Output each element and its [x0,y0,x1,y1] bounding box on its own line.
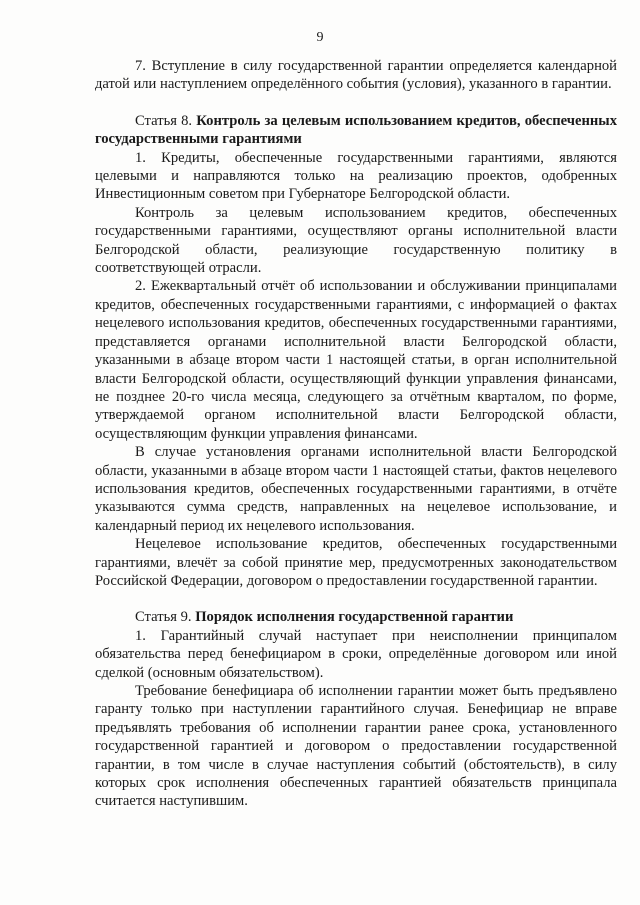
article-8-paragraph: 1. Кредиты, обеспеченные государственными гарантиями, являются целевыми и направляются только на реализацию проектов, одобренных Инвестиционным советом при Губернаторе Белгородской области. [95,149,617,203]
article-8-label: Статья 8. [135,112,193,129]
article-9-label: Статья 9. [135,609,192,626]
article-9-title: Порядок исполнения государственной гарантии [195,609,514,626]
article-9-paragraph: 1. Гарантийный случай наступает при неисполнении принципалом обязательства перед бенефициаром в сроки, определённые договором или иной сделкой (основным обязательством). [95,627,617,681]
article-8-heading [95,112,617,149]
document-body [95,57,617,811]
article-9-paragraph: Требование бенефициара об исполнении гарантии может быть предъявлено гаранту только при наступлении гарантийного случая. Бенефициар не вправе предъявлять требования об исполнении гарантии ранее срока, установленного государственной гарантией и договором о предоставлении государственной гарантии, в том числе в случае наступления событий (обстоятельств), в силу которых срок исполнения обеспеченных гарантией обязательств принципала считается наступившим. [95,683,617,810]
article-9-heading [95,608,617,626]
article-8-title: Контроль за целевым использованием кредитов, обеспеченных государственными гарантиями [95,112,617,148]
article-8-paragraph: Нецелевое использование кредитов, обеспеченных государственными гарантиями, влечёт за собой принятие мер, предусмотренных законодательством Российской Федерации, договором о предоставлении государственной гарантии. [95,536,617,589]
page-number: 9 [316,30,324,45]
article-8-paragraph: В случае установления органами исполнительной власти Белгородской области, указанными в абзаце втором части 1 настоящей статьи, фактов нецелевого использования кредитов, обеспеченных государственными гарантиями, в отчёте указываются сумма средств, направленных на нецелевое использование, и календарный период их нецелевого использования. [95,444,617,534]
article-8-paragraph: 2. Ежеквартальный отчёт об использовании и обслуживании принципалами кредитов, обеспеченных государственными гарантиями, с информацией о фактах нецелевого использования кредитов, обеспеченных государственными гарантиями, представляется органами исполнительной власти Белгородской области, указанными в абзаце втором части 1 настоящей статьи, в орган исполнительной власти Белгородской области, осуществляющий функции управления финансами, не позднее 20-го числа месяца, следующего за отчётным кварталом, по форме, утверждаемой органом исполнительной власти Белгородской области, осуществляющим функции управления финансами. [95,278,617,442]
paragraph-clause-7: 7. Вступление в силу государственной гарантии определяется календарной датой или наступлением определённого события (условия), указанного в гарантии. [95,58,617,93]
article-8-paragraph: Контроль за целевым использованием кредитов, обеспеченных государственными гарантиями, осуществляют органы исполнительной власти Белгородской области, реализующие государственную политику в соответствующей отрасли. [95,204,617,277]
